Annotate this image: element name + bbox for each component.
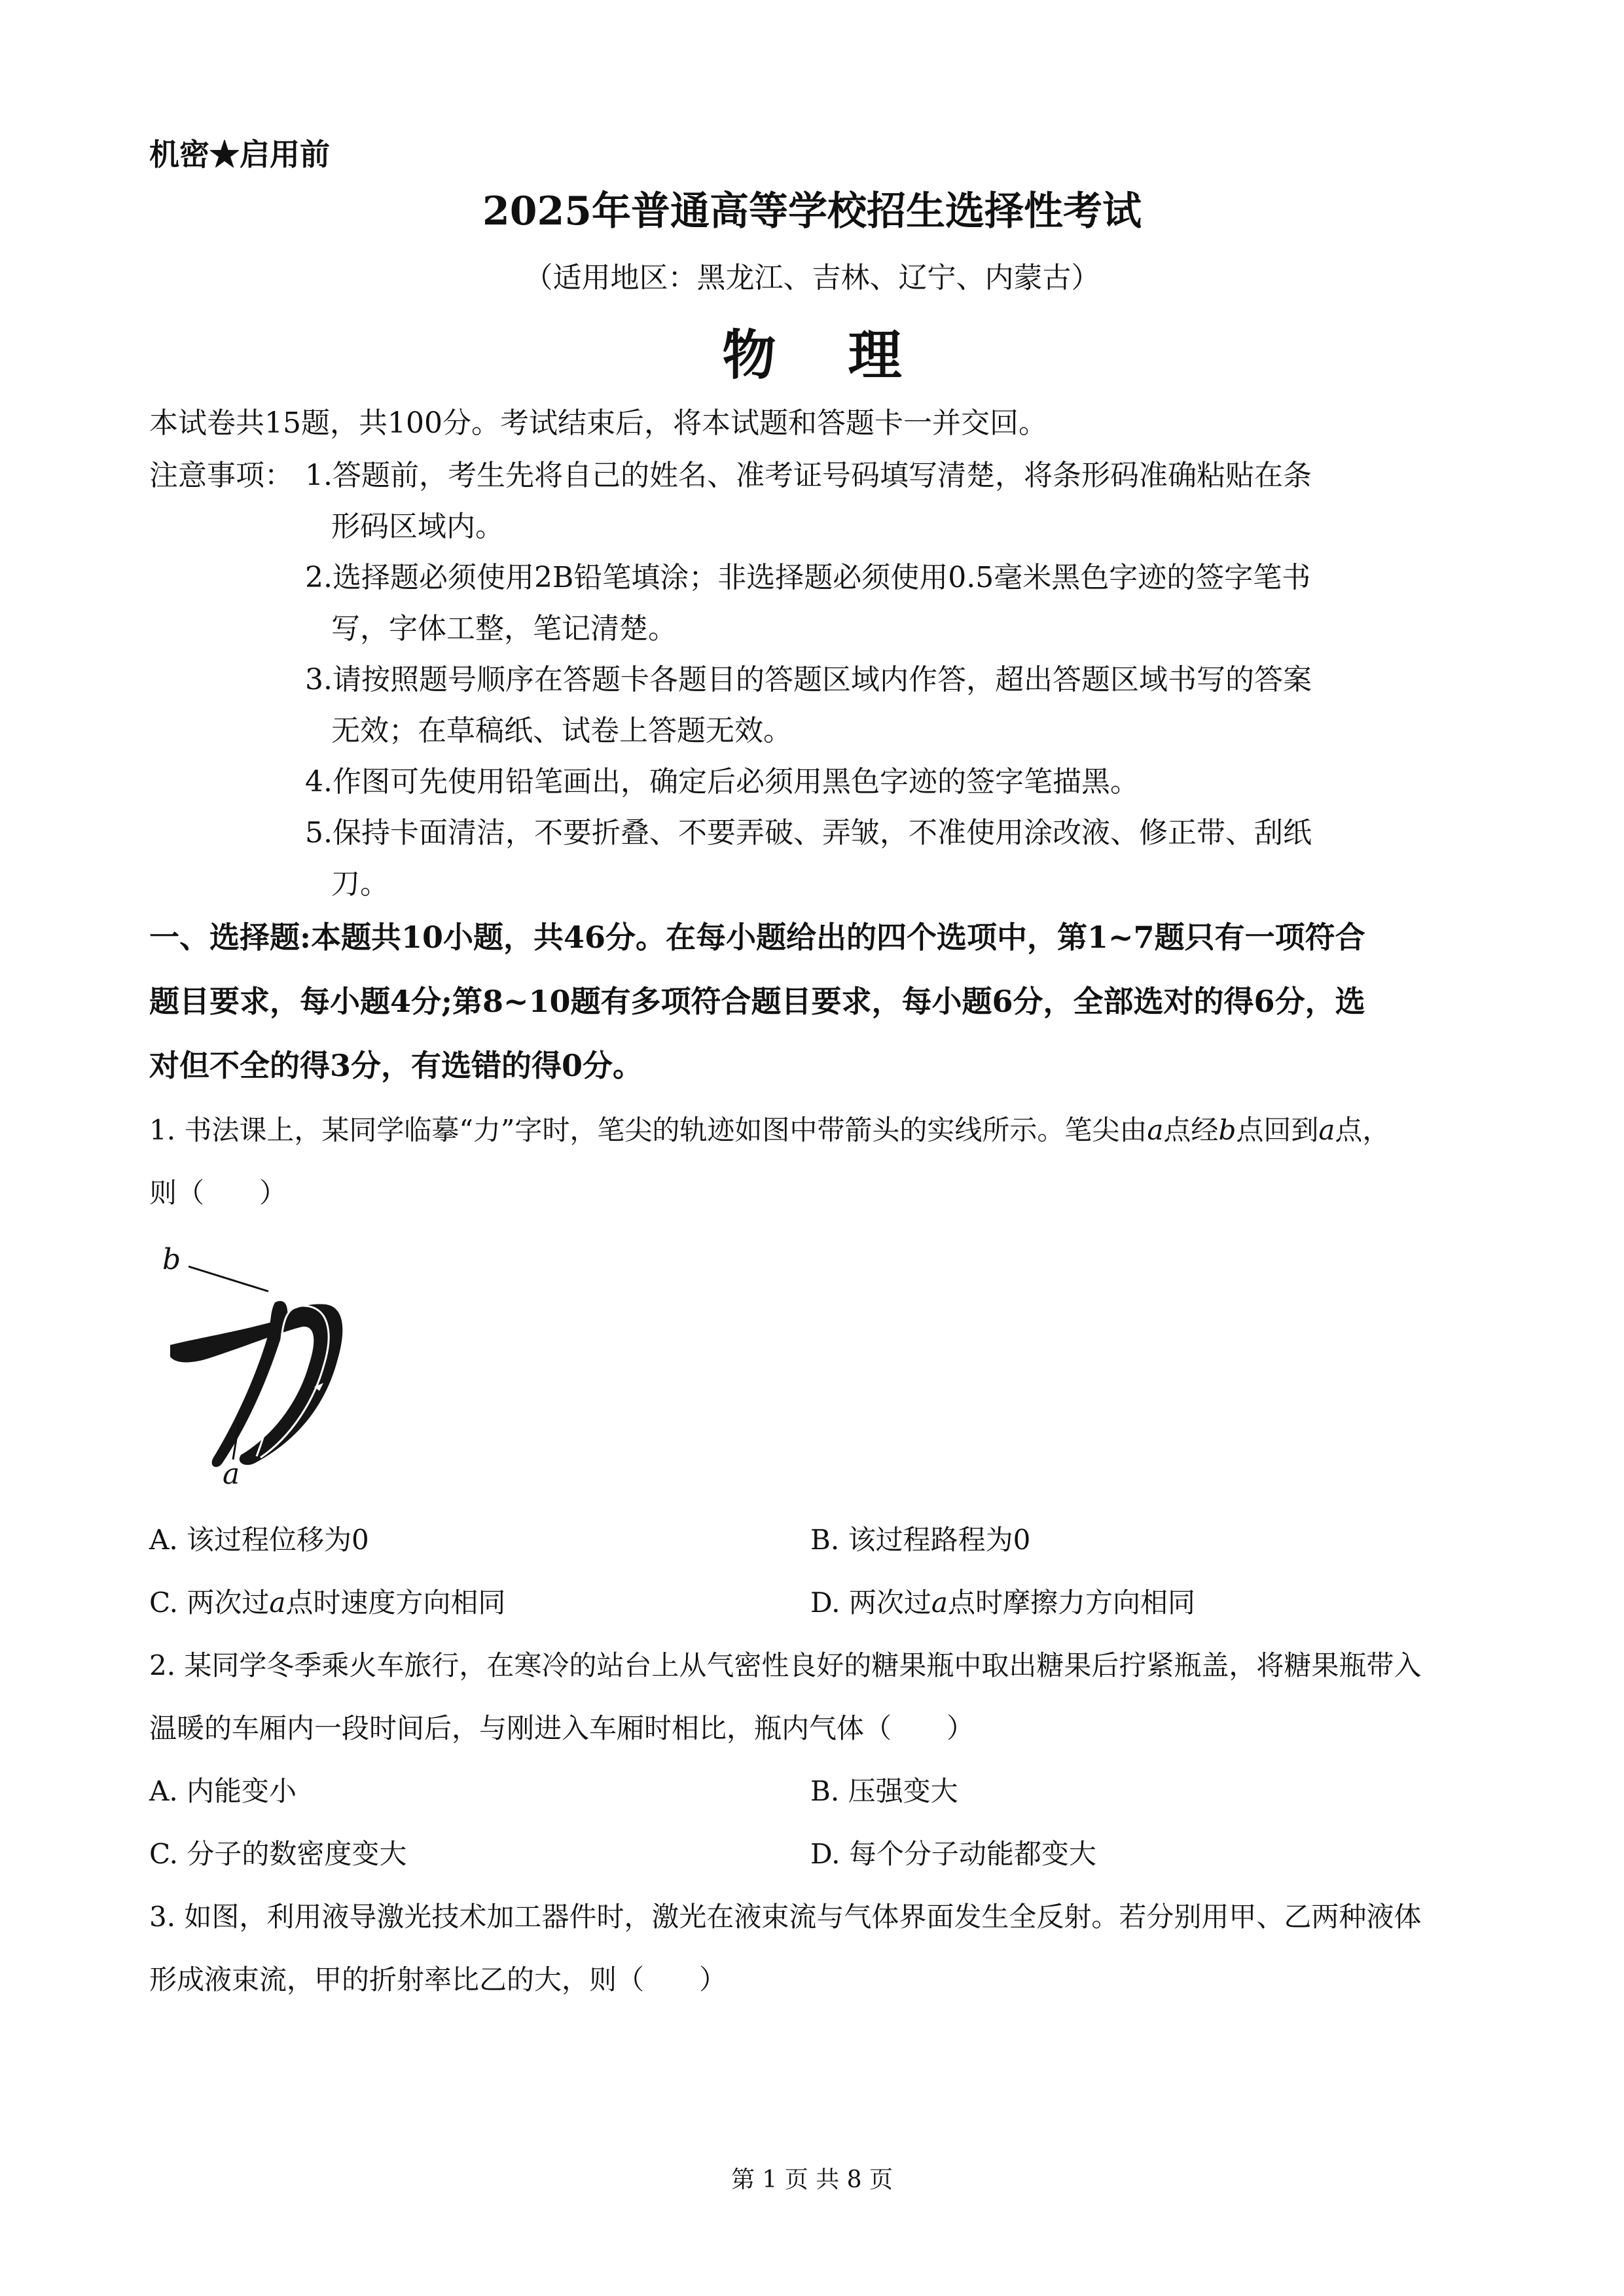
q2-stem-line1: 2. 某同学冬季乘火车旅行，在寒冷的站台上从气密性良好的糖果瓶中取出糖果后拧紧瓶盖，将糖果瓶带入: [149, 1649, 1422, 1681]
q2-option-d[interactable]: D. 每个分子动能都变大: [810, 1838, 1096, 1870]
label-a: a: [223, 1458, 240, 1489]
page-footer: 第 1 页 共 8 页: [731, 2166, 893, 2193]
notice-label: 注意事项：: [149, 459, 293, 492]
section1-line1: 一、选择题:本题共10小题，共46分。在每小题给出的四个选项中，第1~7题只有一项符合: [149, 920, 1365, 955]
q1-option-c[interactable]: C. 两次过a点时速度方向相同: [149, 1587, 506, 1619]
q2-option-c[interactable]: C. 分子的数密度变大: [149, 1838, 407, 1870]
subject-title: 物理: [722, 324, 974, 387]
exam-info: 本试卷共15题，共100分。考试结束后，将本试题和答题卡一并交回。: [149, 406, 1047, 440]
exam-title: 2025年普通高等学校招生选择性考试: [482, 188, 1142, 234]
section1-line2: 题目要求，每小题4分;第8~10题有多项符合题目要求，每小题6分，全部选对的得6分，选: [149, 984, 1365, 1019]
label-b-leader: [189, 1266, 268, 1291]
q1-option-b[interactable]: B. 该过程路程为0: [810, 1524, 1031, 1556]
q2-stem-line2: 温暖的车厢内一段时间后，与刚进入车厢时相比，瓶内气体（ ）: [149, 1712, 975, 1744]
notice-item-1-line1: 1.答题前，考生先将自己的姓名、准考证号码填写清楚，将条形码准确粘贴在条: [305, 459, 1312, 492]
q2-option-a[interactable]: A. 内能变小: [149, 1775, 297, 1807]
q1-figure: [157, 1240, 373, 1489]
q3-stem-line2: 形成液束流，甲的折射率比乙的大，则（ ）: [149, 1964, 727, 1996]
q1-stem-line1: 1. 书法课上，某同学临摹“力”字时，笔尖的轨迹如图中带箭头的实线所示。笔尖由a点经b点回到a点，: [149, 1114, 1390, 1146]
calligraphy-li-figure: [157, 1240, 373, 1489]
notice-item-3-line2: 无效；在草稿纸、试卷上答题无效。: [331, 714, 792, 747]
applicable-region: （适用地区：黑龙江、吉林、辽宁、内蒙古）: [524, 261, 1100, 295]
notice-item-3-line1: 3.请按照题号顺序在答题卡各题目的答题区域内作答，超出答题区域书写的答案: [305, 663, 1312, 696]
notice-item-2-line2: 写，字体工整，笔记清楚。: [331, 612, 677, 645]
notice-item-5-line2: 刀。: [331, 867, 389, 901]
q3-stem-line1: 3. 如图，利用液导激光技术加工器件时，激光在液束流与气体界面发生全反射。若分别用甲、乙两种液体: [149, 1901, 1422, 1933]
confidential-mark: 机密★启用前: [149, 137, 330, 172]
notice-item-1-line2: 形码区域内。: [331, 510, 504, 543]
section1-line3: 对但不全的得3分，有选错的得0分。: [149, 1048, 643, 1083]
label-b: b: [162, 1243, 181, 1276]
q1-option-d[interactable]: D. 两次过a点时摩擦力方向相同: [810, 1587, 1195, 1619]
notice-item-2-line1: 2.选择题必须使用2B铅笔填涂；非选择题必须使用0.5毫米黑色字迹的签字笔书: [305, 561, 1311, 594]
q1-stem-line2: 则（ ）: [149, 1177, 287, 1209]
notice-item-5-line1: 5.保持卡面清洁，不要折叠、不要弄破、弄皱，不准使用涂改液、修正带、刮纸: [305, 816, 1312, 850]
q2-option-b[interactable]: B. 压强变大: [810, 1775, 958, 1807]
q1-option-a[interactable]: A. 该过程位移为0: [149, 1524, 369, 1556]
notice-item-4: 4.作图可先使用铅笔画出，确定后必须用黑色字迹的签字笔描黑。: [305, 765, 1139, 798]
